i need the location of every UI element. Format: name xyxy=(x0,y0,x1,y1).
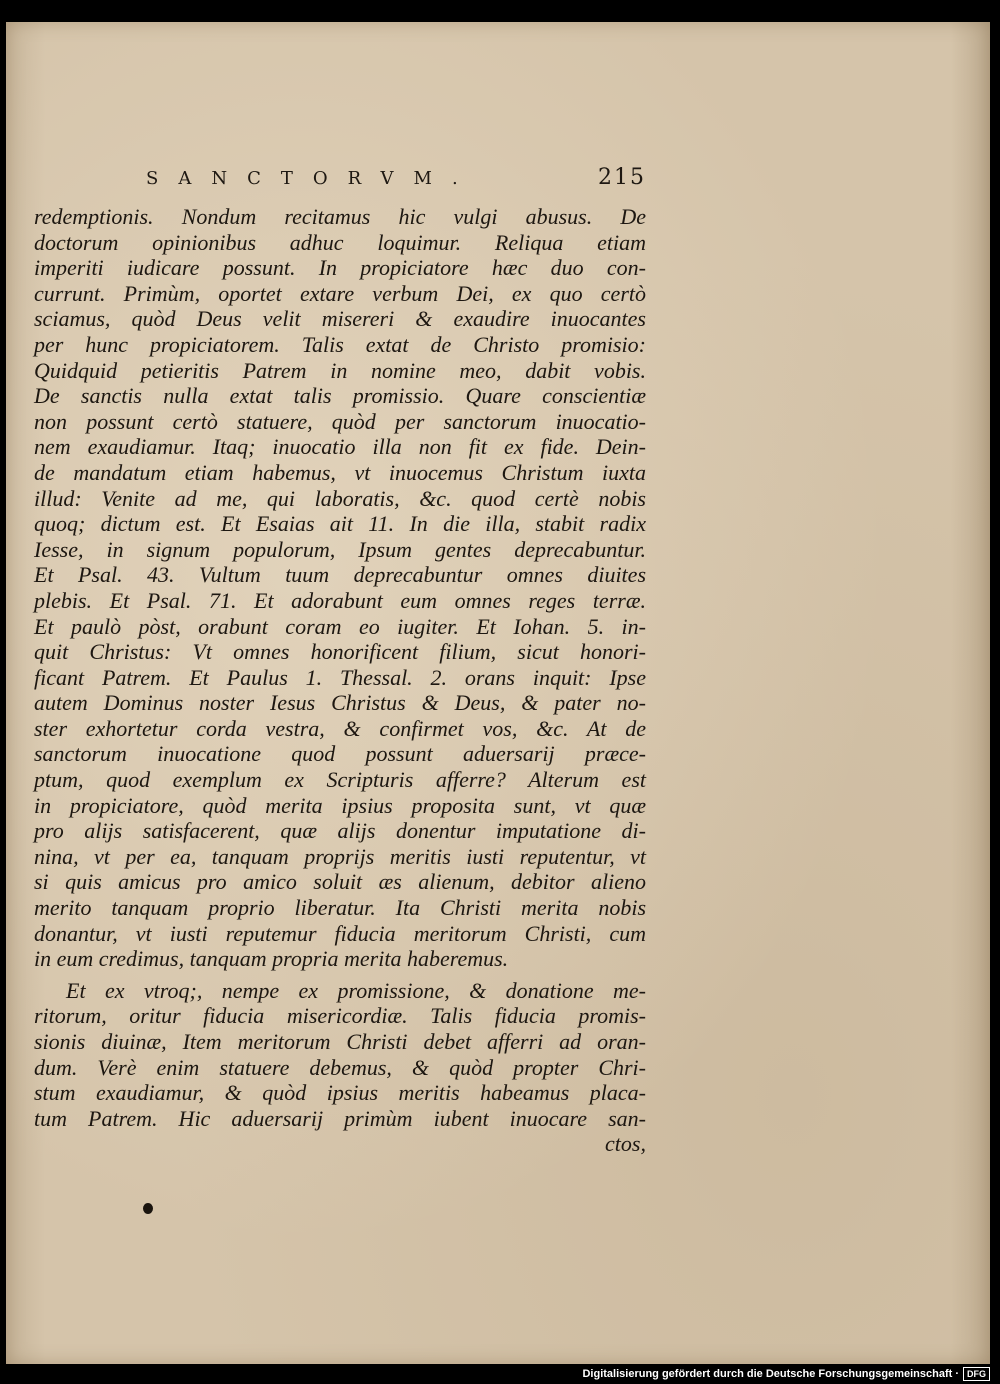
text-line: De sanctis nulla extat talis promissio. Quare conscientiæ xyxy=(34,383,646,409)
text-line: ficant Patrem. Et Paulus 1. Thessal. 2. orans inquit: Ipse xyxy=(34,664,646,690)
book-page xyxy=(6,22,990,1364)
text-line: Et paulò pòst, orabunt coram eo iugiter. Et Iohan. 5. in- xyxy=(34,613,646,639)
text-line: stum exaudiamur, & quòd ipsius meritis habeamus placa- xyxy=(34,1080,646,1106)
text-line: ritorum, oritur fiducia misericordiæ. Talis fiducia promis- xyxy=(34,1003,646,1029)
text-line: autem Dominus noster Iesus Christus & Deus, & pater no- xyxy=(34,690,646,716)
body-text xyxy=(34,204,646,1157)
page-number: 215 xyxy=(598,165,646,190)
text-line: tum Patrem. Hic aduersarij primùm iubent inuocare san- xyxy=(34,1105,646,1131)
text-line: Et Psal. 43. Vultum tuum deprecabuntur omnes diuites xyxy=(34,562,646,588)
text-line: Et ex vtroq;, nempe ex promissione, & donatione me- xyxy=(66,977,646,1003)
text-line: si quis amicus pro amico soluit æs alienum, debitor alieno xyxy=(34,869,646,895)
text-line: pro alijs satisfacerent, quæ alijs donentur imputatione di- xyxy=(34,818,646,844)
text-line: plebis. Et Psal. 71. Et adorabunt eum omnes reges terræ. xyxy=(34,587,646,613)
text-line: imperiti iudicare possunt. In propiciatore hæc duo con- xyxy=(34,255,646,281)
text-line: sionis diuinæ, Item meritorum Christi debet afferri ad oran- xyxy=(34,1029,646,1054)
text-line: quit Christus: Vt omnes honorificent filium, sicut honori- xyxy=(34,639,646,665)
text-line: sciamus, quòd Deus velit misereri & exaudire inuocantes xyxy=(34,306,646,332)
text-line: currunt. Primùm, oportet extare verbum Dei, ex quo certò xyxy=(34,280,646,306)
text-line: dum. Verè enim statuere debemus, & quòd propter Chri- xyxy=(34,1054,646,1080)
text-line: doctorum opinionibus adhuc loquimur. Reliqua etiam xyxy=(34,229,646,255)
text-line: ptum, quod exemplum ex Scripturis afferre? Alterum est xyxy=(34,767,646,793)
text-line: merito tanquam proprio liberatur. Ita Christi merita nobis xyxy=(34,895,646,921)
funding-credit: Digitalisierung gefördert durch die Deutsche Forschungsgemeinschaft · xyxy=(582,1368,959,1380)
text-line: in eum credimus, tanquam propria merita haberemus. xyxy=(34,946,509,972)
catchword: ctos, xyxy=(605,1131,646,1157)
text-line: donantur, vt iusti reputemur fiducia meritorum Christi, cum xyxy=(34,920,646,946)
text-line: non possunt certò statuere, quòd per sanctorum inuocatio- xyxy=(34,408,646,434)
text-line: Quidquid petieritis Patrem in nomine meo, dabit vobis. xyxy=(34,357,646,383)
text-line: nina, vt per ea, tanquam proprijs meritis iusti reputentur, vt xyxy=(34,843,646,869)
digitization-footer xyxy=(582,1366,990,1382)
text-line: per hunc propiciatorem. Talis extat de Christo promisio: xyxy=(34,331,646,357)
page-header xyxy=(146,165,646,198)
text-line: sanctorum inuocatione quod possunt aduersarij præce- xyxy=(34,741,646,767)
text-line: nem exaudiamur. Itaq; inuocatio illa non fit ex fide. Dein- xyxy=(34,434,646,460)
running-head: SANCTORVM. xyxy=(146,168,478,189)
text-line: quoq; dictum est. Et Esaias ait 11. In die illa, stabit radix xyxy=(34,511,646,537)
ink-spot xyxy=(143,1203,153,1214)
dfg-logo-icon: DFG xyxy=(963,1367,990,1381)
text-line: in propiciatore, quòd merita ipsius proposita sunt, vt quæ xyxy=(34,792,646,818)
text-line: redemptionis. Nondum recitamus hic vulgi abusus. De xyxy=(34,204,646,229)
text-line: de mandatum etiam habemus, vt inuocemus Christum iuxta xyxy=(34,459,646,485)
text-line: Iesse, in signum populorum, Ipsum gentes deprecabuntur. xyxy=(34,536,646,562)
text-line: ster exhortetur corda vestra, & confirmet vos, &c. At de xyxy=(34,715,646,741)
text-line: illud: Venite ad me, qui laboratis, &c. quod certè nobis xyxy=(34,485,646,511)
